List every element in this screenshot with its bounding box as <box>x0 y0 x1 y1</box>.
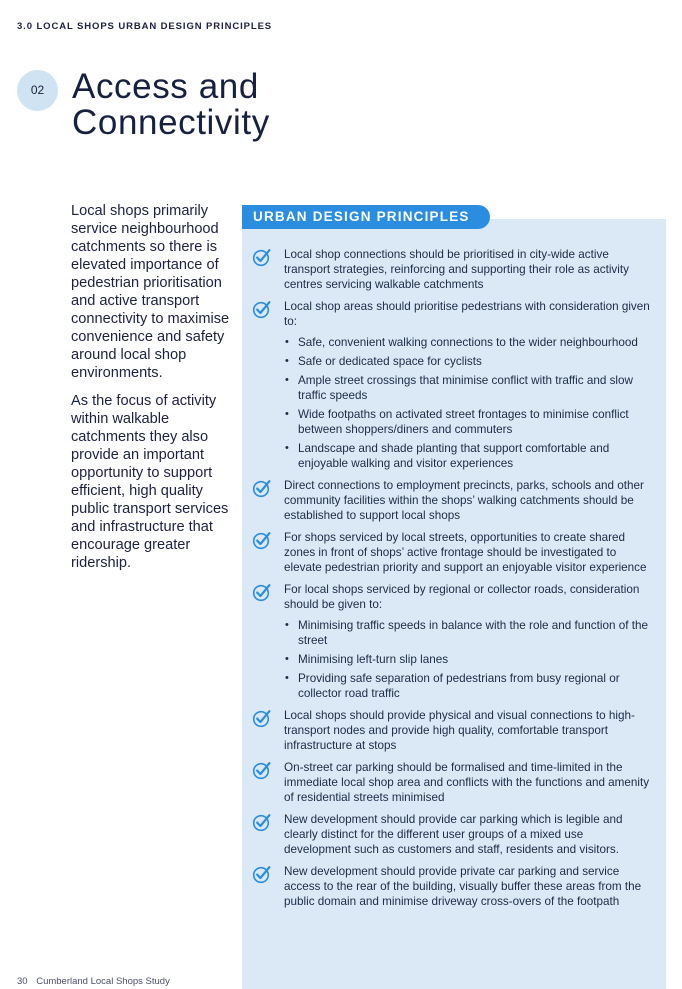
bullet-dot: • <box>285 336 289 348</box>
bullet-dot: • <box>285 442 289 454</box>
intro-paragraph: Local shops primarily service neighbourhood catchments so there is elevated importance of pedestrian prioritisation and active transport connectivity to maximise convenience and safety around local shop environments. <box>71 203 230 381</box>
sub-list-text: Ample street crossings that minimise conflict with traffic and slow traffic speeds <box>298 374 633 402</box>
principle-item <box>252 582 652 701</box>
check-circle-icon <box>252 708 272 728</box>
section-number-badge: 02 <box>17 70 58 111</box>
check-circle-icon <box>252 864 272 884</box>
bullet-dot: • <box>285 653 289 665</box>
sub-list-item <box>284 373 652 403</box>
sub-list-text: Safe, convenient walking connections to the wider neighbourhood <box>298 336 638 349</box>
sub-list-text: Safe or dedicated space for cyclists <box>298 355 482 368</box>
sub-list <box>284 335 652 471</box>
bullet-dot: • <box>285 672 289 684</box>
page-title: Access and Connectivity <box>72 67 270 142</box>
check-circle-icon <box>252 299 272 319</box>
sub-list-item <box>284 671 652 701</box>
principle-text: New development should provide private car parking and service access to the rear of the building, visually buffer these areas from the public domain and minimise driveway cross-overs of the footpath <box>284 865 642 908</box>
check-circle-icon <box>252 760 272 780</box>
sub-list-text: Providing safe separation of pedestrians from busy regional or collector road traffic <box>298 672 620 700</box>
principles-heading: URBAN DESIGN PRINCIPLES <box>242 205 490 229</box>
document-title: Cumberland Local Shops Study <box>36 976 170 987</box>
principle-item <box>252 478 652 523</box>
principle-text: For local shops serviced by regional or collector roads, consideration should be given to: <box>284 583 640 611</box>
principle-item <box>252 812 652 857</box>
principle-item <box>252 708 652 753</box>
sub-list-item <box>284 354 652 369</box>
principle-text: Local shops should provide physical and visual connections to high-transport nodes and provide high quality, comfortable transport infrastructure at stops <box>284 709 635 752</box>
check-circle-icon <box>252 478 272 498</box>
section-label: 3.0 LOCAL SHOPS URBAN DESIGN PRINCIPLES <box>17 21 273 32</box>
principle-text: On-street car parking should be formalised and time-limited in the immediate local shop area and conflicts with the functions and amenity of residential streets minimised <box>284 761 650 804</box>
principle-item <box>252 299 652 471</box>
principle-text: Local shop areas should prioritise pedestrians with consideration given to: <box>284 300 650 328</box>
sub-list-text: Minimising traffic speeds in balance with the role and function of the street <box>298 619 648 647</box>
check-circle-icon <box>252 247 272 267</box>
sub-list-text: Wide footpaths on activated street frontages to minimise conflict between shoppers/diners and commuters <box>298 408 629 436</box>
principle-text: Local shop connections should be prioritised in city-wide active transport strategies, reinforcing and supporting their role as activity centres servicing walkable catchments <box>284 248 629 291</box>
principle-item <box>252 530 652 575</box>
sub-list <box>284 618 652 701</box>
bullet-dot: • <box>285 408 289 420</box>
principle-item <box>252 864 652 909</box>
sub-list-item <box>284 618 652 648</box>
intro-paragraph: As the focus of activity within walkable catchments they also provide an important opportunity to support efficient, high quality public transport services and infrastructure that encourage greater ridership. <box>71 393 229 571</box>
principle-text: New development should provide car parking which is legible and clearly distinct for the different user groups of a mixed use development such as customers and staff, residents and visitors. <box>284 813 623 856</box>
principle-item <box>252 247 652 292</box>
sub-list-text: Landscape and shade planting that support comfortable and enjoyable walking and visitor experiences <box>298 442 610 470</box>
intro-text <box>71 202 233 582</box>
sub-list-item <box>284 335 652 350</box>
sub-list-item <box>284 407 652 437</box>
check-circle-icon <box>252 812 272 832</box>
page-number: 30 <box>17 976 28 987</box>
principle-item <box>252 760 652 805</box>
principle-text: Direct connections to employment precincts, parks, schools and other community facilities within the shops’ walking catchments should be established to support local shops <box>284 479 644 522</box>
sub-list-item <box>284 441 652 471</box>
bullet-dot: • <box>285 619 289 631</box>
page-footer <box>17 976 170 987</box>
check-circle-icon <box>252 582 272 602</box>
principle-text: For shops serviced by local streets, opportunities to create shared zones in front of shops’ active frontage should be investigated to elevate pedestrian priority and support an enjoyable visitor experience <box>284 531 647 574</box>
sub-list-item <box>284 652 652 667</box>
principles-list <box>252 247 652 916</box>
bullet-dot: • <box>285 355 289 367</box>
bullet-dot: • <box>285 374 289 386</box>
check-circle-icon <box>252 530 272 550</box>
sub-list-text: Minimising left-turn slip lanes <box>298 653 449 666</box>
